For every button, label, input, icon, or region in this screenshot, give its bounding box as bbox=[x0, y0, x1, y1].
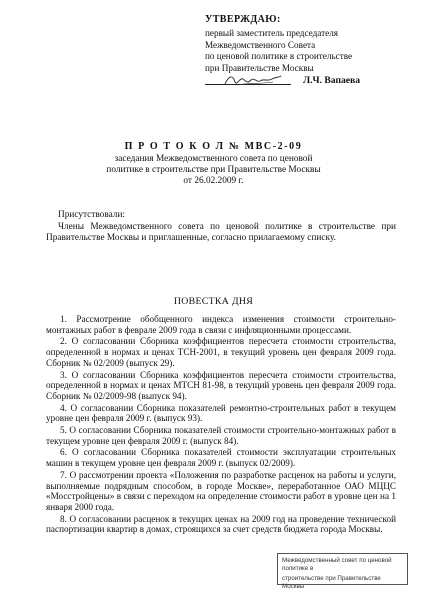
signature-line bbox=[205, 74, 415, 88]
approval-block bbox=[205, 14, 415, 88]
agenda-item: 6. О согласовании Сборника показателей стоимости эксплуатации строительных машин в текущем уровне цен февраля 2009 г. (выпуск 02/2009). bbox=[46, 447, 396, 469]
approval-line: при Правительстве Москвы bbox=[205, 62, 314, 73]
agenda-title: ПОВЕСТКА ДНЯ bbox=[173, 296, 254, 307]
approval-line: первый заместитель председателя bbox=[205, 28, 339, 39]
agenda-item: 8. О согласовании расценок в текущих ценах на 2009 год на проведение технической паспортизации квартир в домах, строящихся за счет средств бюджета города Москвы. bbox=[46, 513, 396, 535]
protocol-header bbox=[0, 141, 427, 187]
approval-line: по ценовой политике в строительстве bbox=[205, 51, 353, 62]
attendees-section bbox=[46, 210, 396, 245]
agenda-item: 4. О согласовании Сборника показателей ремонтно-строительных работ в текущем уровне цен февраля 2009 г. (выпуск 93). bbox=[46, 402, 396, 424]
approval-heading: УТВЕРЖДАЮ: bbox=[205, 14, 281, 25]
protocol-subtitle-line: заседания Межведомственного совета по ценовой bbox=[114, 154, 313, 164]
agenda-item: 5. О согласовании Сборника показателей стоимости строительно-монтажных работ в текущем уровне цен февраля 2009 г. (выпуск 84). bbox=[46, 425, 396, 446]
council-stamp bbox=[277, 553, 408, 590]
protocol-subtitle-line: политике в строительстве при Правительстве Москвы bbox=[106, 165, 321, 175]
agenda-item: 7. О рассмотрении проекта «Положения по разработке расценок на работы и услуги, выполняемые подрядным способом, в городе Москве», переработанное ОАО МЦЦС «Мосстройцены» в связи с переходом на определение стоимости работ в уровне цен на 1 января 2000 года. bbox=[46, 469, 396, 512]
agenda-item: 3. О согласовании Сборника коэффициентов пересчета стоимости строительства, определенной в нормах и ценах МТСН 81-98, в текущий уровень цен февраля 2009 года. Сборник № 02/2009-98 (выпуск 94). bbox=[46, 369, 396, 401]
protocol-date: от 26.02.2009 г. bbox=[183, 176, 244, 186]
agenda-item: 1. Рассмотрение обобщенного индекса изменения стоимости строительно-монтажных работ в феврале 2009 года в связи с инфляционными процессами. bbox=[46, 314, 396, 335]
approval-line: Межведомственного Совета bbox=[205, 39, 316, 50]
handwritten-signature bbox=[223, 73, 283, 87]
protocol-subtitle bbox=[0, 154, 427, 187]
agenda-list bbox=[46, 314, 396, 536]
attendees-label: Присутствовали: bbox=[58, 210, 126, 220]
attendees-text: Члены Межведомственного совета по ценовой политике в строительстве при Правительстве Москвы и приглашенные, согласно прилагаемому списку. bbox=[46, 222, 396, 244]
agenda-item: 2. О согласовании Сборника коэффициентов пересчета стоимости строительства, определенной в нормах и ценах ТСН-2001, в текущий уровень цен февраля 2009 года. Сборник № 02/2009 (выпуск 29). bbox=[46, 336, 396, 368]
protocol-title: П Р О Т О К О Л № МВС-2-09 bbox=[124, 141, 303, 152]
stamp-line: строительстве при Правительстве Москвы bbox=[282, 575, 381, 590]
signer-name: Л.Ч. Вапаева bbox=[303, 75, 361, 87]
stamp-line: Межведомственный совет по ценовой политике в bbox=[282, 557, 392, 572]
